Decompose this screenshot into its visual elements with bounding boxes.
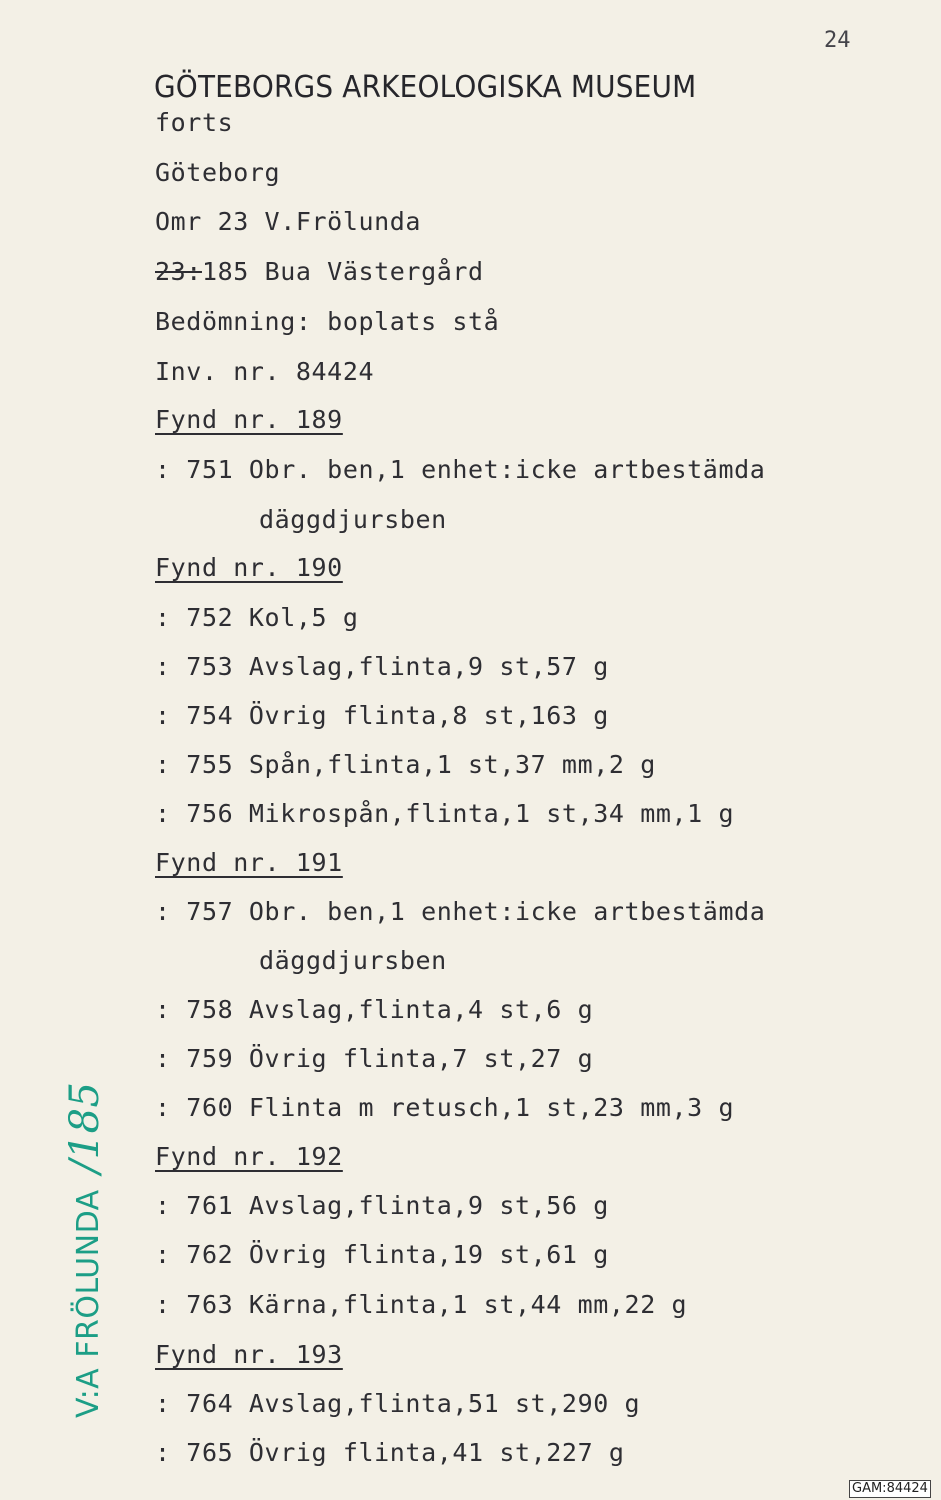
find-item: : 762 Övrig flinta,19 st,61 g — [155, 1240, 609, 1269]
find-item: : 755 Spån,flinta,1 st,37 mm,2 g — [155, 750, 656, 779]
find-heading: Fynd nr. 192 — [155, 1142, 343, 1171]
find-heading: Fynd nr. 193 — [155, 1340, 343, 1369]
page-number: 24 — [824, 28, 851, 53]
side-handwritten-number: /185 — [62, 1081, 108, 1174]
museum-heading: GÖTEBORGS ARKEOLOGISKA MUSEUM — [154, 70, 697, 105]
find-heading: Fynd nr. 189 — [155, 405, 343, 434]
find-heading: Fynd nr. 191 — [155, 848, 343, 877]
find-item: : 757 Obr. ben,1 enhet:icke artbestämda — [155, 897, 766, 926]
find-item-continuation: däggdjursben — [259, 505, 447, 534]
find-heading: Fynd nr. 190 — [155, 553, 343, 582]
find-item: : 761 Avslag,flinta,9 st,56 g — [155, 1191, 609, 1220]
city-line: Göteborg — [155, 158, 281, 187]
forts-line: forts — [155, 108, 234, 137]
side-place-label — [62, 1081, 108, 1418]
find-item: : 752 Kol,5 g — [155, 603, 359, 632]
find-item: : 758 Avslag,flinta,4 st,6 g — [155, 995, 594, 1024]
site-name: 185 Bua Västergård — [201, 257, 484, 286]
find-item-continuation: däggdjursben — [259, 946, 447, 975]
find-item: : 751 Obr. ben,1 enhet:icke artbestämda — [155, 455, 766, 484]
find-item: : 765 Övrig flinta,41 st,227 g — [155, 1438, 625, 1467]
inventory-line: Inv. nr. 84424 — [155, 357, 375, 386]
find-item: : 763 Kärna,flinta,1 st,44 mm,22 g — [155, 1290, 688, 1319]
find-item: : 753 Avslag,flinta,9 st,57 g — [155, 652, 609, 681]
archive-id: GAM:84424 — [849, 1480, 931, 1498]
side-place-name: V:A FRÖLUNDA — [71, 1189, 106, 1418]
find-item: : 759 Övrig flinta,7 st,27 g — [155, 1044, 594, 1073]
find-item: : 760 Flinta m retusch,1 st,23 mm,3 g — [155, 1093, 735, 1122]
find-item: : 754 Övrig flinta,8 st,163 g — [155, 701, 609, 730]
struck-site-number: 23: — [155, 257, 202, 286]
find-item: : 756 Mikrospån,flinta,1 st,34 mm,1 g — [155, 799, 735, 828]
assessment-line: Bedömning: boplats stå — [155, 307, 500, 336]
find-item: : 764 Avslag,flinta,51 st,290 g — [155, 1389, 641, 1418]
area-line: Omr 23 V.Frölunda — [155, 207, 422, 236]
site-line — [155, 257, 484, 286]
